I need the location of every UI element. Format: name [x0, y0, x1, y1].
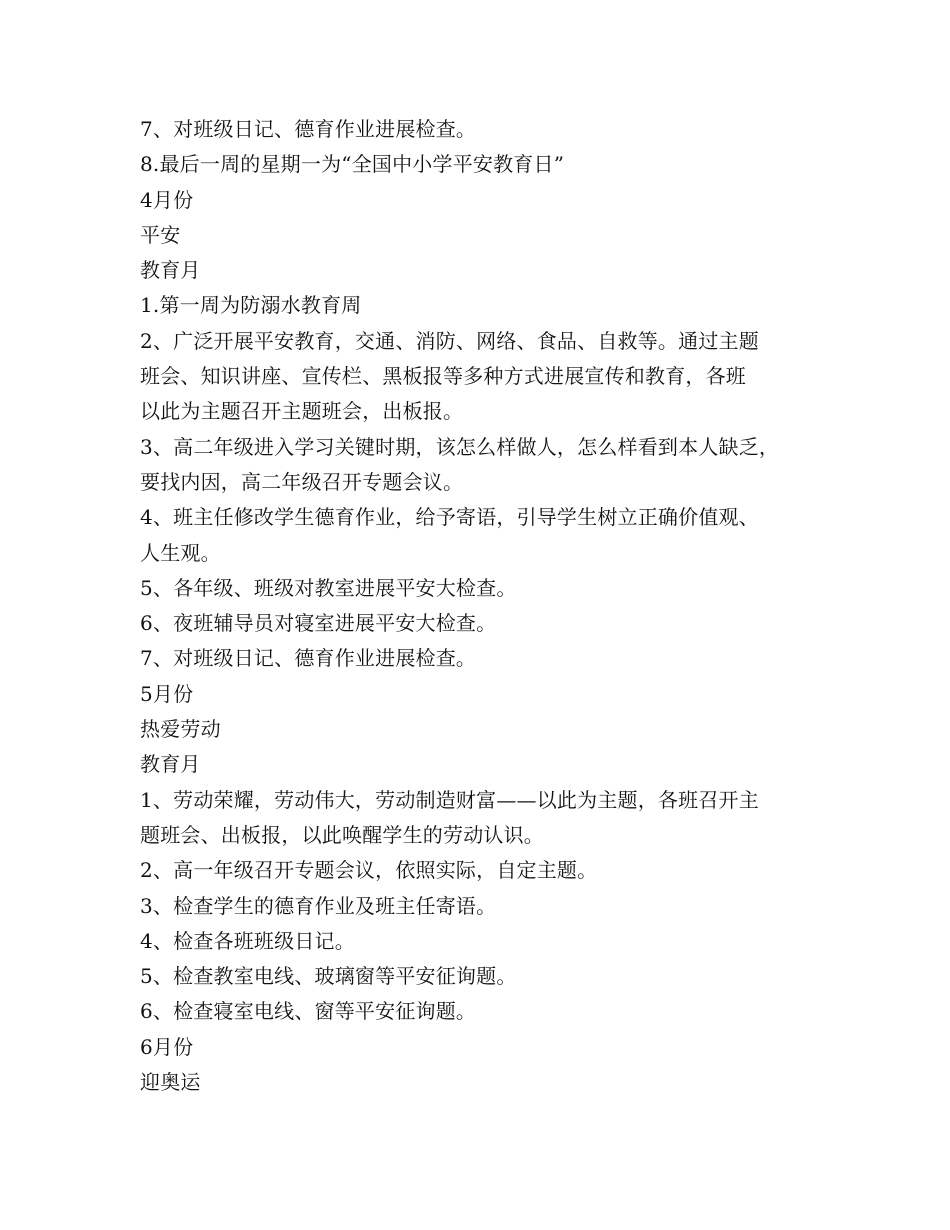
section-theme: 教育月	[140, 258, 201, 283]
text-line: 要找内因，高二年级召开专题会议。	[140, 469, 464, 494]
text-line: 7、对班级日记、德育作业进展检查。	[140, 117, 477, 141]
section-heading-month: 6月份	[140, 1034, 194, 1059]
text-line: 3、高二年级进入学习关键时期，该怎么样做人，怎么样看到本人缺乏，	[140, 434, 780, 459]
text-line: 题班会、出板报，以此唤醒学生的劳动认识。	[140, 822, 544, 847]
text-line: 6、夜班辅导员对寝室进展平安大检查。	[140, 611, 497, 636]
section-heading-month: 5月份	[140, 681, 194, 706]
text-line: 5、检查教室电线、玻璃窗等平安征询题。	[140, 964, 517, 989]
text-line: 1.第一周为防溺水教育周	[140, 293, 362, 318]
section-theme: 教育月	[140, 752, 201, 777]
text-line: 以此为主题召开主题班会，出板报。	[140, 399, 464, 424]
section-theme: 迎奥运	[140, 1070, 201, 1095]
text-line: 2、高一年级召开专题会议，依照实际，自定主题。	[140, 858, 598, 883]
text-line: 2、广泛开展平安教育，交通、消防、网络、食品、自救等。通过主题	[140, 328, 759, 353]
text-line: 7、对班级日记、德育作业进展检查。	[140, 646, 477, 671]
text-line: 1、劳动荣耀，劳动伟大，劳动制造财富——以此为主题，各班召开主	[140, 787, 759, 812]
section-theme: 热爱劳动	[140, 717, 221, 742]
text-line: 4、检查各班班级日记。	[140, 928, 355, 953]
text-line: 班会、知识讲座、宣传栏、黑板报等多种方式进展宣传和教育，各班	[140, 364, 746, 389]
text-line: 5、各年级、班级对教室进展平安大检查。	[140, 575, 517, 600]
document-body	[140, 112, 830, 1100]
text-line: 8.最后一周的星期一为“全国中小学平安教育日”	[140, 152, 565, 177]
section-heading-month: 4月份	[140, 187, 194, 212]
text-line: 3、检查学生的德育作业及班主任寄语。	[140, 893, 497, 918]
text-line: 4、班主任修改学生德育作业，给予寄语，引导学生树立正确价值观、	[140, 505, 759, 530]
text-line: 6、检查寝室电线、窗等平安征询题。	[140, 999, 477, 1024]
text-line: 人生观。	[140, 540, 221, 565]
section-theme: 平安	[140, 222, 181, 247]
